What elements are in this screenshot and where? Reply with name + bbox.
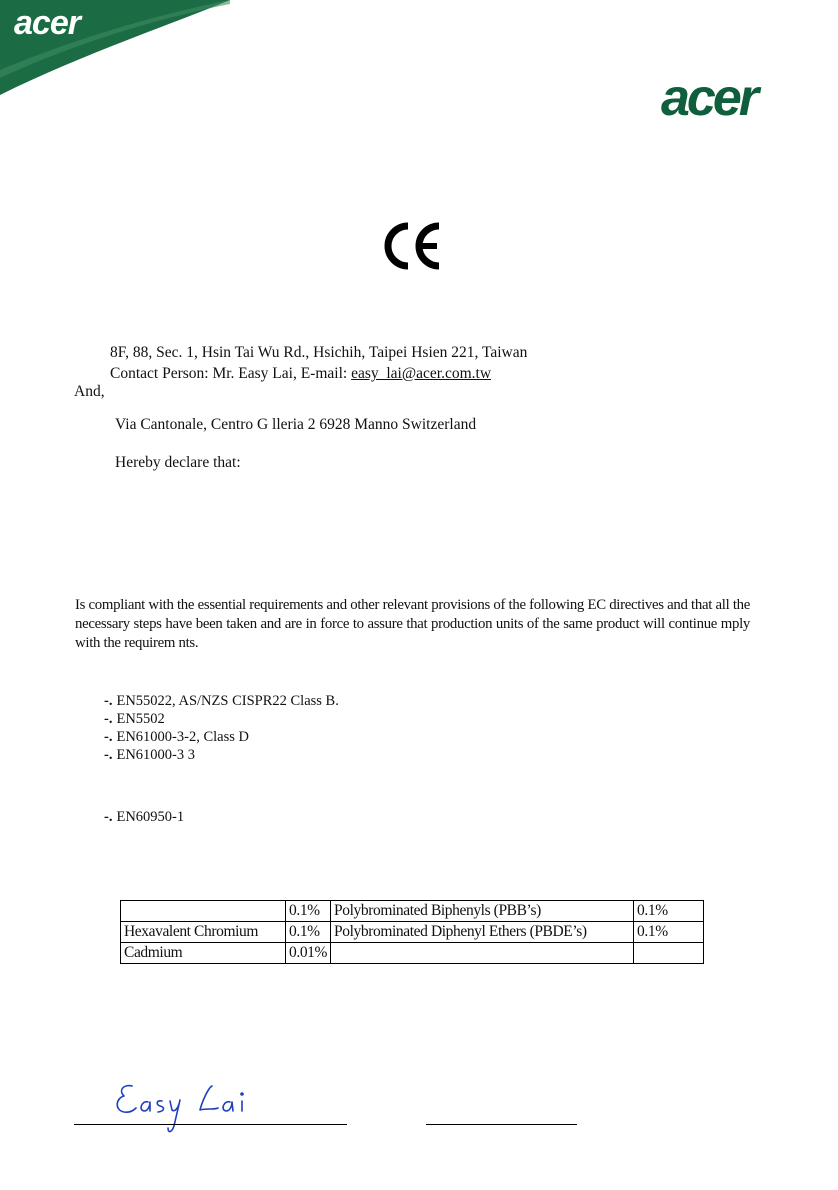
standard-item: -. EN5502	[104, 711, 165, 727]
standard-item: -. EN61000-3-2, Class D	[104, 729, 249, 745]
standard-item: -. EN55022, AS/NZS CISPR22 Class B.	[104, 693, 339, 709]
table-cell: Cadmium	[121, 943, 286, 964]
table-cell: Polybrominated Biphenyls (PBB’s)	[331, 901, 634, 922]
signature-line	[74, 1124, 347, 1125]
acer-logo: acer	[661, 69, 756, 127]
table-cell	[121, 901, 286, 922]
table-row	[121, 901, 704, 922]
date-line	[426, 1124, 577, 1125]
banner-logo: acer	[14, 4, 80, 42]
contact-line	[110, 365, 491, 383]
contact-email-link[interactable]: easy_lai@acer.com.tw	[351, 365, 492, 382]
company-address: 8F, 88, Sec. 1, Hsin Tai Wu Rd., Hsichih, Taipei Hsien 221, Taiwan	[110, 344, 528, 361]
table-cell: 0.01%	[286, 943, 331, 964]
table-row	[121, 943, 704, 964]
signature	[112, 1080, 262, 1140]
europe-address: Via Cantonale, Centro G lleria 2 6928 Manno Switzerland	[115, 416, 477, 433]
table-cell	[634, 943, 704, 964]
contact-person: Contact Person: Mr. Easy Lai, E-mail:	[110, 365, 352, 382]
substances-table	[120, 900, 704, 964]
table-cell: 0.1%	[286, 901, 331, 922]
table-cell: 0.1%	[286, 922, 331, 943]
table-cell: Polybrominated Diphenyl Ethers (PBDE’s)	[331, 922, 634, 943]
and-label: And,	[74, 383, 105, 400]
table-row	[121, 922, 704, 943]
table-cell: 0.1%	[634, 901, 704, 922]
compliance-paragraph: Is compliant with the essential requirements and other relevant provisions of the following EC directives and that all the necessary steps have been taken and are in force to assure that production units of the same product will continue mply with the requirem nts.	[75, 597, 750, 651]
table-cell	[331, 943, 634, 964]
declare-statement: Hereby declare that:	[115, 454, 241, 471]
standard-item: -. EN61000-3 3	[104, 747, 196, 763]
table-cell: 0.1%	[634, 922, 704, 943]
standard-item: -. EN60950-1	[104, 809, 185, 825]
table-cell: Hexavalent Chromium	[121, 922, 286, 943]
ce-mark-icon	[383, 222, 443, 270]
